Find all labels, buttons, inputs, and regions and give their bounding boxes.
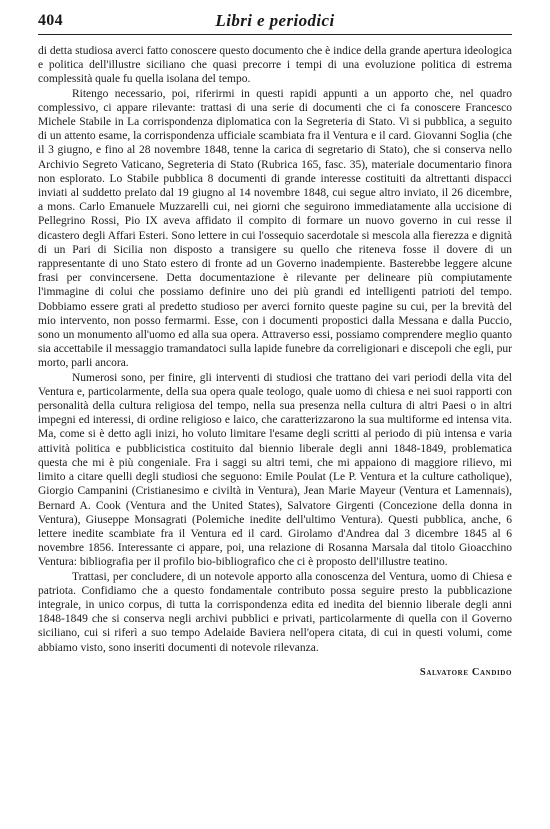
paragraph-stabile-correspondence: Ritengo necessario, poi, riferirmi in questi rapidi appunti a un apporto che, nel quadro complessivo, ci appare rilevante: trattasi di una serie di documenti che ci fa conoscere Francesco Michele Stabile in La corrispondenza diplomatica con la Segreteria di Stato. Vi si pubblica, a seguito di un attento esame, la corrispondenza ufficiale scambiata fra il Ventura e il card. Giovanni Soglia (che il 3 giugno, e fino al 28 novembre 1848, tenne la carica di segretario di Stato), che si conserva nello Archivio Segreto Vaticano, Segreteria di Stato (Rubrica 165, fasc. 35), materiale documentario finora non esplorato. Lo Stabile pubblica 8 documenti di grande interesse costituiti da altrettanti dispacci inviati al suddetto prelato dal 19 giugno al 14 novembre 1848, cui segue altro inviato, il 26 dicembre, a mons. Carlo Emanuele Muzzarelli cui, nei giorni che seguirono immediatamente alla uccisione di Pellegrino Rossi, Pio IX aveva affidato il compito di formare un nuovo governo in cui resse il dicastero degli Affari Esteri. Sono lettere in cui l'ossequio sacerdotale si mescola alla fierezza e dignità di un Pari di Sicilia non disposto a transigere su quello che riteneva fosse il dovere di un rappresentante di uno Stato estero di fronte ad un Governo inadempiente. Basterebbe leggere alcune frasi per convincersene. Detta documentazione è rilevante per delineare più compiutamente l'immagine di colui che possiamo definire uno dei più grandi ed intelligenti patrioti del tempo. Dobbiamo essere grati al predetto studioso per averci fornito queste pagine su cui, per la brevità del mio intervento, non posso fermarmi. Esse, con i documenti propostici dalla Messana e dalla Puccio, sono un monumento all'uomo ed alla sua opera. Attraverso essi, possiamo comprendere meglio quanto sia accettabile il messaggio tramandatoci sulla lapide funebre da correligionari e discepoli che egli, pur morto, parli ancora. xyxy=(38,87,512,370)
page-number: 404 xyxy=(38,12,63,29)
page-header xyxy=(38,10,512,32)
running-title: Libri e periodici xyxy=(215,11,335,30)
paragraph-continuation: di detta studiosa averci fatto conoscere questo documento che è indice della grande apertura ideologica e politica dell'illustre siciliano che quasi precorre i tempi di una evoluzione politica di estrema complessità quale fu quella isolana del tempo. xyxy=(38,45,512,86)
page xyxy=(38,10,512,678)
article-body xyxy=(38,44,512,655)
paragraph-conclusion: Trattasi, per concludere, di un notevole apporto alla conoscenza del Ventura, uomo di Chiesa e patriota. Confidiamo che a questo fondamentale contributo possa seguire presto la pubblicazione integrale, in unico corpus, di tutta la corrispondenza edita ed inedita del biennio liberale degli anni 1848-1849 che si conserva negli archivi pubblici e privati, particolarmente di quella con il Governo siciliano, cui si riferì a suo tempo Adelaide Baviera nell'opera citata, di cui in questi volumi, come abbiamo visto, sono inseriti documenti di notevole rilevanza. xyxy=(38,570,512,654)
header-rule xyxy=(38,34,512,35)
author-signature: Salvatore Candido xyxy=(419,666,512,678)
paragraph-other-studies: Numerosi sono, per finire, gli interventi di studiosi che trattano dei vari periodi della vita del Ventura e, particolarmente, della sua opera quale teologo, quale uomo di chiesa e nei suoi rapporti con personalità della cultura religiosa del tempo, nella sua presenza nella cultura di altri Paesi o in altri impegni ed interessi, di ordine religioso e laico, che caratterizzarono la sua multiforme ed intensa vita. Ma, come si è detto agli inizi, ho voluto limitare l'esame degli scritti al periodo di più intensa e varia attività politica e pubblicistica costituito dal biennio liberale degli anni 1848-1849, problematica questa che mi è più congeniale. Fra i saggi su altri temi, che mi appaiono di maggiore rilievo, mi limito a citare quelli degli studiosi che seguono: Emile Poulat (Le P. Ventura et la culture catholique), Giorgio Campanini (Cristianesimo e civiltà in Ventura), Jean Marie Mayeur (Ventura et Lamennais), Bernard A. Cook (Ventura and the United States), Salvatore Girgenti (Concezione della donna in Ventura), Giuseppe Monsagrati (Polemiche inedite dell'ultimo Ventura). Questi pubblica, anche, 6 lettere inedite scambiate fra il Ventura ed il card. Girolamo d'Andrea dal 3 dicembre 1845 al 6 novembre 1856. Interessante ci appare, poi, una relazione di Rosanna Marsala dal titolo Gioacchino Ventura: bibliografia per il profilo bio-bibliografico che ci è proposto dell'illustre teatino. xyxy=(38,371,512,569)
